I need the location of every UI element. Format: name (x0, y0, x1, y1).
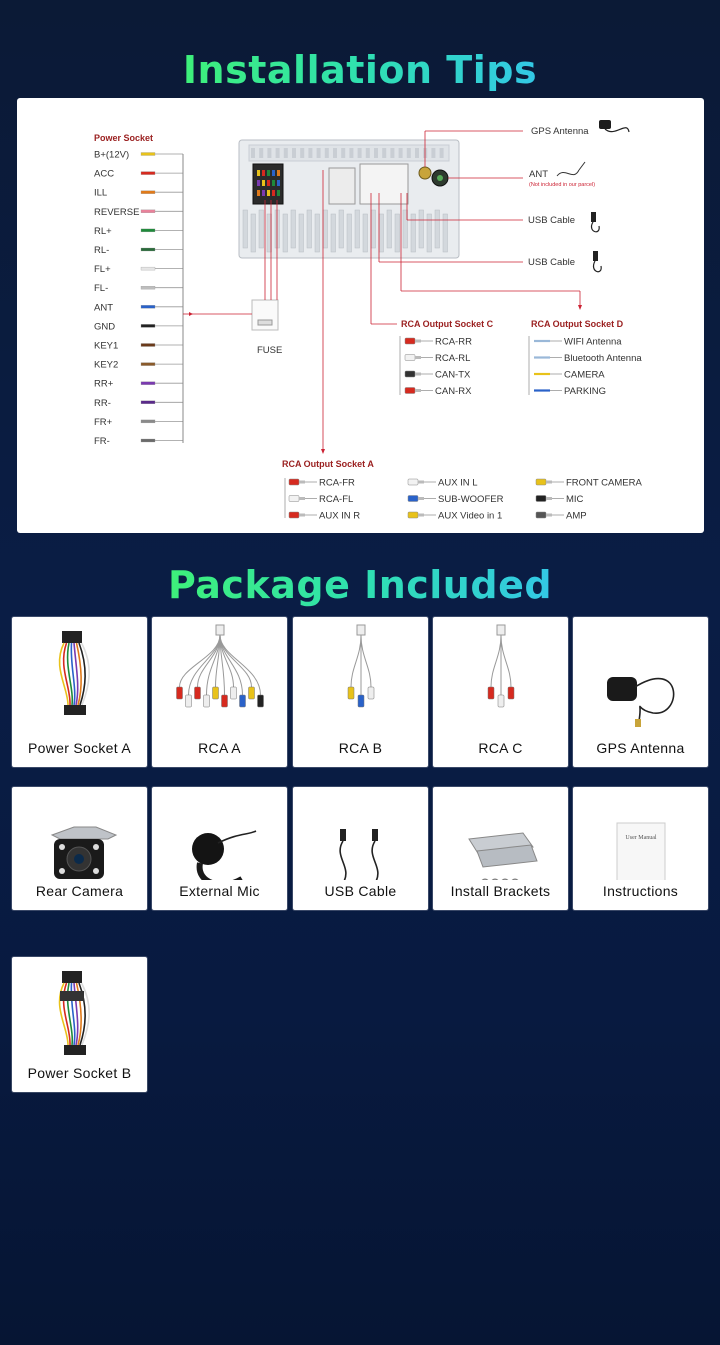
socket-c-list (400, 336, 472, 397)
power-pin-row (94, 321, 183, 332)
power-pin-row (94, 379, 183, 390)
power-pin-row (94, 341, 183, 352)
wire-color-swatch (141, 248, 155, 251)
socket-c-title: RCA Output Socket C (401, 319, 494, 329)
socket-d-list (529, 336, 642, 397)
socket-a-row (536, 478, 642, 489)
power-socket-pin-list (94, 150, 183, 448)
power-pin-label: REVERSE (94, 206, 140, 218)
socket-a-row (289, 494, 353, 505)
wire-color-swatch (141, 324, 155, 327)
power-socket-harness-icon (12, 617, 147, 737)
power-pin-label: ACC (94, 168, 115, 180)
rca-cable-icon (152, 617, 287, 737)
power-pin-row (94, 360, 183, 371)
fuse-label: FUSE (257, 345, 283, 356)
socket-a-row (536, 494, 584, 505)
wire-color-swatch (141, 382, 155, 385)
ant-label: ANT (529, 169, 548, 180)
gps-antenna-label: GPS Antenna (531, 126, 589, 137)
power-pin-row (94, 245, 183, 256)
power-pin-label: KEY1 (94, 340, 119, 352)
socket-a-row (289, 478, 355, 489)
power-pin-row (94, 226, 183, 237)
wire-color-swatch (141, 420, 155, 423)
package-item-card (152, 617, 287, 767)
socket-a-label: AUX IN R (319, 510, 361, 522)
power-pin-row (94, 169, 183, 180)
power-pin-row (94, 264, 183, 275)
package-item-label: GPS Antenna (596, 740, 685, 756)
socket-d-label: PARKING (564, 386, 607, 397)
package-item-card (12, 617, 147, 767)
power-pin-label: FL+ (94, 264, 111, 276)
socket-a-label: RCA-FL (319, 494, 354, 505)
wire-color-swatch (141, 305, 155, 308)
package-item-label: RCA A (198, 740, 241, 756)
usb-cable-label-1: USB Cable (528, 215, 575, 226)
power-pin-label: ANT (94, 302, 113, 314)
socket-c-label: RCA-RL (435, 353, 471, 364)
wire-color-swatch (141, 344, 155, 347)
power-pin-row (94, 283, 183, 294)
socket-c-label: RCA-RR (435, 336, 472, 348)
socket-a-label: RCA-FR (319, 477, 355, 489)
power-pin-row (94, 398, 183, 409)
ant-note-label: (Not included in our parcel) (529, 182, 596, 188)
usb-cable-label-2: USB Cable (528, 257, 575, 268)
power-pin-label: FL- (94, 283, 109, 295)
gps-antenna-icon (573, 617, 708, 737)
manual-icon (573, 787, 708, 880)
power-pin-row (94, 150, 183, 161)
socket-a-row (408, 511, 502, 522)
rca-cable-icon (293, 617, 428, 737)
power-pin-row (94, 188, 183, 199)
wiring-diagram (17, 98, 704, 533)
socket-a-label: AMP (566, 510, 587, 522)
socket-c-row (405, 370, 471, 381)
power-pin-row (94, 436, 183, 447)
power-pin-row (94, 417, 183, 428)
socket-a-row (408, 478, 478, 489)
socket-a-label: MIC (566, 494, 584, 505)
bracket-icon (433, 787, 568, 880)
head-unit-rear (239, 140, 459, 258)
package-item-label: Install Brackets (450, 883, 551, 899)
power-socket-title: Power Socket (94, 133, 154, 143)
socket-a-title: RCA Output Socket A (282, 459, 374, 469)
package-item-label: RCA C (478, 740, 523, 756)
usb-cable-icon (293, 787, 428, 880)
socket-a-label: SUB-WOOFER (438, 494, 504, 505)
package-item-label: Power Socket B (27, 1065, 132, 1081)
wire-color-swatch (141, 210, 155, 213)
wire-color-swatch (141, 191, 155, 194)
socket-d-row (534, 337, 622, 348)
power-pin-label: RL+ (94, 225, 112, 237)
wire-color-swatch (141, 172, 155, 175)
power-pin-label: KEY2 (94, 359, 119, 371)
package-item-card (433, 617, 568, 767)
socket-a-label: FRONT CAMERA (566, 477, 642, 489)
package-item-card (573, 787, 708, 910)
package-item-label: External Mic (179, 883, 260, 899)
socket-a-row (408, 494, 504, 505)
power-pin-label: ILL (94, 187, 108, 199)
wire-color-swatch (141, 439, 155, 442)
socket-d-label: WIFI Antenna (564, 336, 622, 348)
radio-antenna-connector (448, 162, 595, 188)
wire-color-swatch (141, 363, 155, 366)
socket-d-row (534, 370, 605, 381)
manual-cover-text: User Manual (625, 835, 657, 841)
power-pin-label: RL- (94, 245, 110, 256)
socket-d-label: Bluetooth Antenna (564, 353, 642, 364)
package-item-card (433, 787, 568, 910)
package-item-label: Rear Camera (35, 883, 124, 899)
socket-d-title: RCA Output Socket D (531, 319, 624, 329)
rca-cable-icon (433, 617, 568, 737)
package-item-card (573, 617, 708, 767)
package-item-card (293, 617, 428, 767)
socket-c-row (405, 386, 472, 397)
package-item-label: RCA B (338, 740, 383, 756)
package-item-card (152, 787, 287, 910)
installation-tips-title: Installation Tips (182, 48, 538, 92)
package-item-card (293, 787, 428, 910)
wiring-diagram-panel (17, 98, 704, 533)
package-item-label: Instructions (602, 883, 679, 899)
socket-c-row (405, 337, 472, 348)
socket-a-list (285, 478, 642, 522)
socket-a-row (536, 511, 587, 522)
socket-a-label: AUX IN L (438, 477, 478, 489)
package-item-card (12, 787, 147, 910)
power-pin-label: RR+ (94, 378, 114, 390)
socket-c-label: CAN-TX (435, 369, 471, 381)
wire-color-swatch (141, 229, 155, 232)
socket-d-row (534, 353, 642, 364)
power-pin-label: GND (94, 321, 116, 333)
package-item-card (12, 957, 147, 1092)
wire-color-swatch (141, 286, 155, 289)
power-pin-label: FR- (94, 436, 110, 447)
socket-d-row (534, 386, 606, 397)
package-item-label: USB Cable (324, 883, 397, 899)
rear-camera-icon (12, 787, 147, 880)
socket-d-label: CAMERA (564, 369, 605, 381)
socket-c-row (405, 353, 470, 364)
socket-a-label: AUX Video in 1 (438, 510, 503, 522)
package-included-title: Package Included (167, 563, 553, 607)
socket-c-label: CAN-RX (435, 386, 472, 397)
power-pin-row (94, 207, 183, 218)
microphone-icon (152, 787, 287, 880)
power-socket-harness-icon (12, 957, 147, 1062)
power-pin-row (94, 302, 183, 313)
package-item-label: Power Socket A (27, 740, 132, 756)
power-pin-label: RR- (94, 397, 111, 409)
power-pin-label: B+(12V) (94, 149, 130, 161)
socket-a-row (289, 511, 360, 522)
power-pin-label: FR+ (94, 416, 113, 428)
wire-color-swatch (141, 267, 155, 270)
wire-color-swatch (141, 153, 155, 156)
wire-color-swatch (141, 401, 155, 404)
